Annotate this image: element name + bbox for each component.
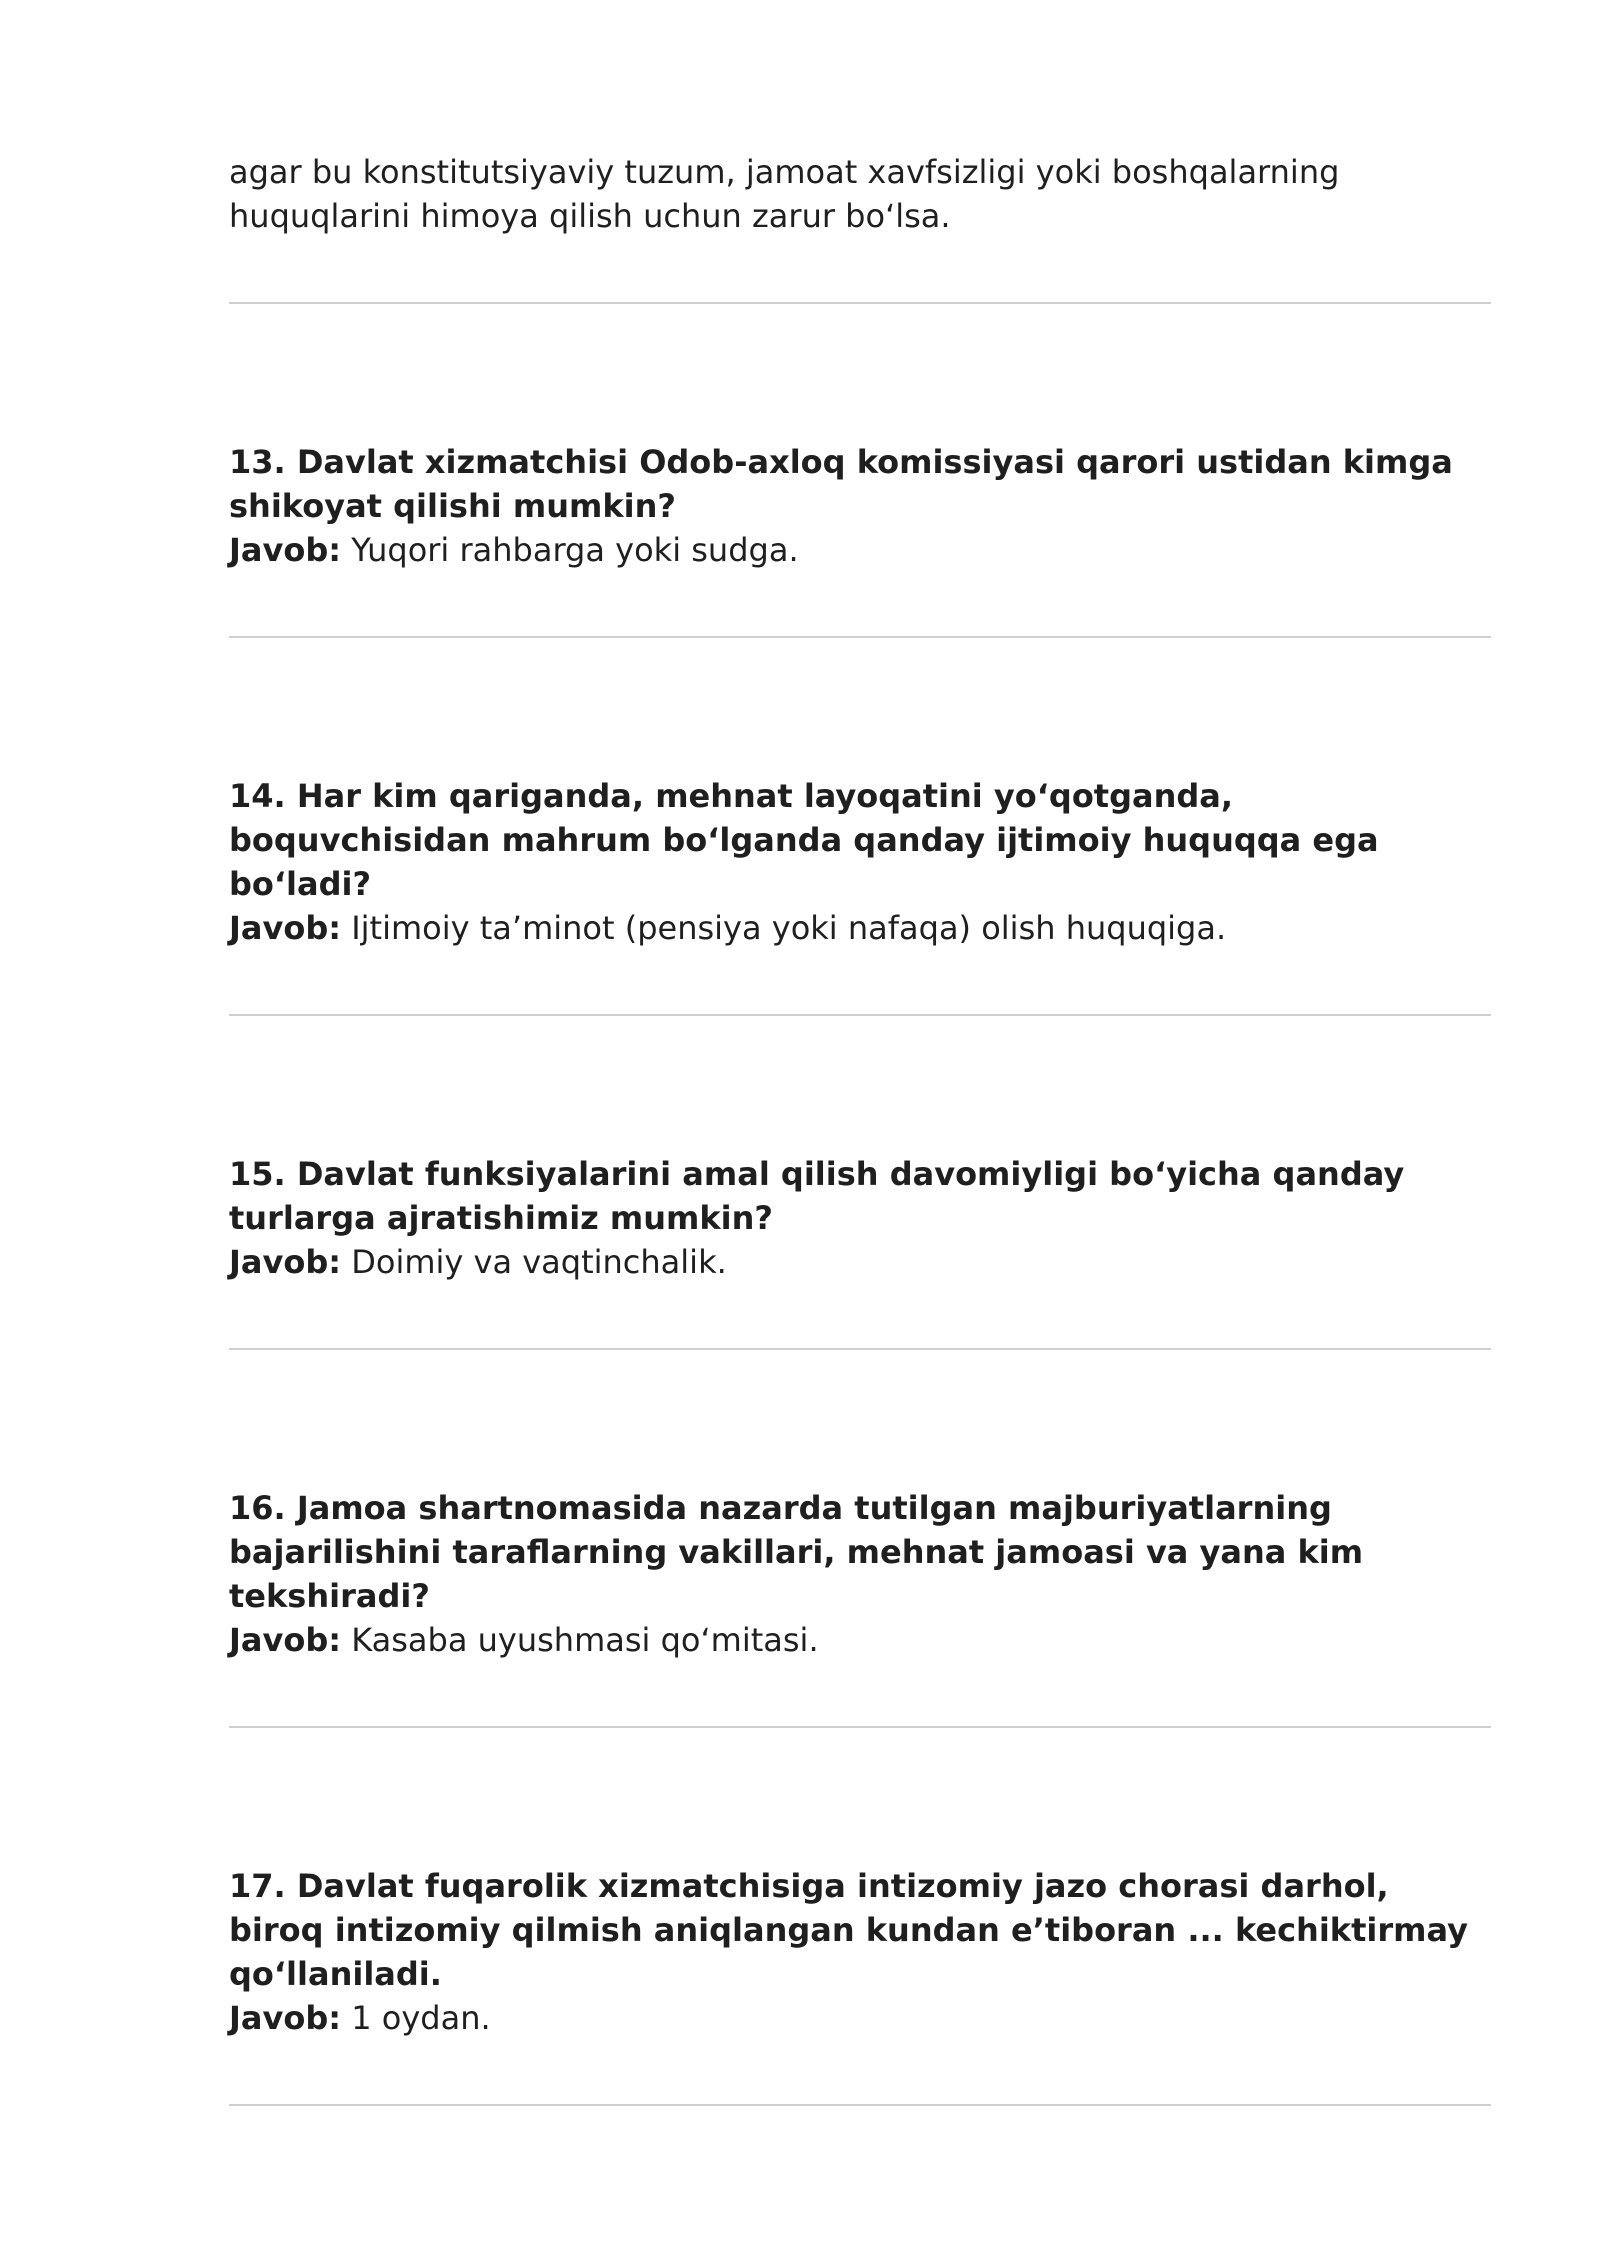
question-14: 14. Har kim qariganda, mehnat layoqatini yo‘qotganda, boquvchisidan mahrum bo‘lganda qanday ijtimoiy huquqqa ega bo‘ladi? — [229, 777, 1379, 903]
question-13: 13. Davlat xizmatchisi Odob-axloq komissiyasi qarori ustidan kimga shikoyat qilishi mumkin? — [229, 443, 1453, 525]
divider — [229, 2104, 1491, 2106]
question-16: 16. Jamoa shartnomasida nazarda tutilgan majburiyatlarning bajarilishini taraflarning vakillari, mehnat jamoasi va yana kim tekshiradi? — [229, 1489, 1364, 1615]
answer-label: Javob: — [229, 1999, 342, 2037]
document-page — [229, 150, 1491, 2106]
answer-label: Javob: — [229, 531, 342, 569]
qa-item-14 — [229, 638, 1491, 1016]
answer-label: Javob: — [229, 1243, 342, 1281]
answer-text: Ijtimoiy ta’minot (pensiya yoki nafaqa) olish huquqiga. — [341, 909, 1227, 947]
qa-item-15 — [229, 1016, 1491, 1350]
answer-text: Doimiy va vaqtinchalik. — [341, 1243, 727, 1281]
answer-text: 1 oydan. — [341, 1999, 491, 2037]
answer-text: Yuqori rahbarga yoki sudga. — [341, 531, 799, 569]
answer-15 — [229, 1240, 1491, 1284]
question-15: 15. Davlat funksiyalarini amal qilish davomiyligi bo‘yicha qanday turlarga ajratishimiz mumkin? — [229, 1155, 1405, 1237]
answer-text: Kasaba uyushmasi qo‘mitasi. — [341, 1621, 819, 1659]
answer-13 — [229, 528, 1491, 572]
answer-label: Javob: — [229, 909, 342, 947]
answer-label: Javob: — [229, 1621, 342, 1659]
question-17: 17. Davlat fuqarolik xizmatchisiga intizomiy jazo chorasi darhol, biroq intizomiy qilmish aniqlangan kundan e’tiboran ... kechiktirmay qo‘llaniladi. — [229, 1867, 1468, 1993]
answer-14 — [229, 906, 1491, 950]
qa-item-17 — [229, 1728, 1491, 2106]
qa-item-13 — [229, 304, 1491, 638]
qa-item-16 — [229, 1350, 1491, 1728]
answer-16 — [229, 1618, 1491, 1662]
answer-17 — [229, 1996, 1491, 2040]
intro-paragraph: agar bu konstitutsiyaviy tuzum, jamoat xavfsizligi yoki boshqalarning huquqlarini himoya qilish uchun zarur bo‘lsa. — [229, 153, 1340, 235]
